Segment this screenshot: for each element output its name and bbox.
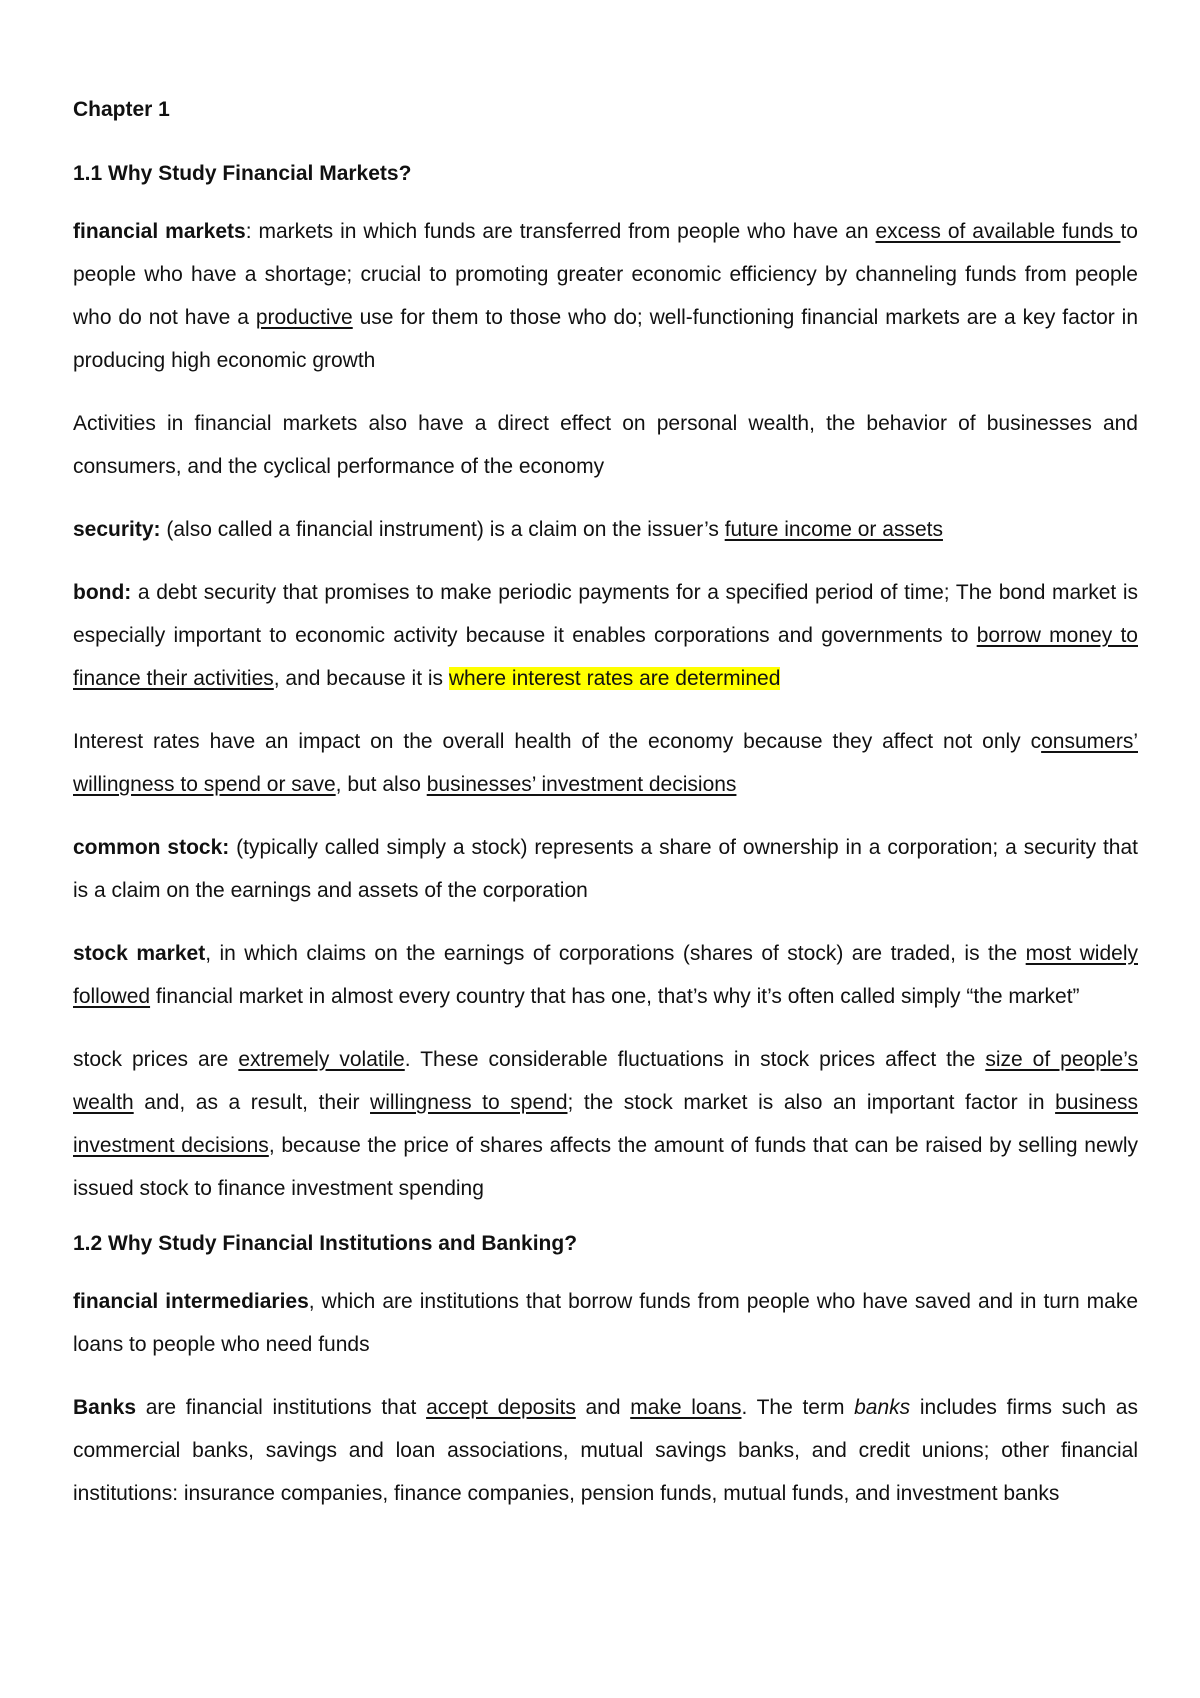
term-banks: Banks [73,1396,137,1419]
text-segment: , which are institutions that borrow funds from people who have saved and in turn make loans to people who need funds [73,1290,1139,1356]
underlined-phrase: productive [255,306,353,329]
paragraph-bond [73,571,1138,700]
paragraph-common-stock [73,826,1138,912]
chapter-title: Chapter 1 [73,98,170,121]
text-segment: use for them to those who do; well-functioning financial markets are a key factor in producing high economic growth [73,306,1139,372]
section-heading-1-1: 1.1 Why Study Financial Markets? [73,162,412,185]
section-heading-1-2: 1.2 Why Study Financial Institutions and Banking? [73,1232,578,1255]
text-segment: to people who have a shortage; crucial to promoting greater economic efficiency by channeling funds from people who do not have a [73,220,1138,329]
text-segment: ; the stock market is also an important factor in [567,1091,1056,1114]
underlined-phrase: accept deposits [426,1396,576,1419]
italic-term: banks [854,1396,911,1419]
text-segment: includes firms such as commercial banks, savings and loan associations, mutual savings banks, and credit unions; other financial institutions: insurance companies, finance companies, pension funds, mutual funds, and investment banks [73,1396,1138,1505]
paragraph-security [73,508,1138,551]
text-segment: (also called a financial instrument) is a claim on the issuer’s [160,518,725,541]
term-bond: bond: [73,581,132,604]
underlined-phrase: borrow money to finance their activities [73,624,1138,690]
paragraph-stock-prices [73,1038,1138,1210]
underlined-phrase: excess of available funds [875,220,1121,243]
text-segment: stock prices are [73,1048,239,1071]
paragraph-financial-markets [73,210,1138,382]
text-segment: Interest rates have an impact on the overall health of the economy because they affect not only c [73,730,1042,753]
term-financial-markets: financial markets [73,220,246,243]
text-segment: financial market in almost every country that has one, that’s why it’s often called simply “the market” [150,985,1080,1008]
underlined-phrase: businesses’ investment decisions [426,773,737,796]
text-segment: and [575,1396,631,1419]
term-financial-intermediaries: financial intermediaries [73,1290,309,1313]
term-common-stock: common stock: [73,836,230,859]
term-stock-market: stock market [73,942,206,965]
term-security: security: [73,518,161,541]
text-segment: , but also [335,773,427,796]
paragraph-banks [73,1386,1138,1515]
underlined-phrase: willingness to spend [370,1091,568,1114]
text-segment: : markets in which funds are transferred from people who have an [245,220,876,243]
paragraph-financial-intermediaries [73,1280,1138,1366]
text-segment: and, as a result, their [133,1091,371,1114]
paragraph-activities: Activities in financial markets also have a direct effect on personal wealth, the behavior of businesses and consumers, and the cyclical performance of the economy [73,412,1138,478]
text-segment: , because the price of shares affects the amount of funds that can be raised by selling newly issued stock to finance investment spending [73,1134,1138,1200]
highlighted-phrase: where interest rates are determined [448,667,781,690]
underlined-phrase: most widely followed [73,942,1138,1008]
text-segment: , and because it is [273,667,449,690]
underlined-phrase: onsumers’ willingness to spend or save [73,730,1138,796]
text-segment: (typically called simply a stock) represents a share of ownership in a corporation; a security that is a claim on the earnings and assets of the corporation [73,836,1138,902]
underlined-phrase: size of people’s wealth [73,1048,1139,1114]
underlined-phrase: business investment decisions [73,1091,1138,1157]
text-segment: . These considerable fluctuations in stock prices affect the [404,1048,986,1071]
text-segment: a debt security that promises to make periodic payments for a specified period of time; The bond market is especially important to economic activity because it enables corporations and governments to [73,581,1138,647]
text-segment: are financial institutions that [136,1396,427,1419]
text-segment: . The term [741,1396,855,1419]
underlined-phrase: extremely volatile [238,1048,405,1071]
underlined-phrase: future income or assets [724,518,943,541]
underlined-phrase: make loans [630,1396,742,1419]
paragraph-interest-rates [73,720,1138,806]
text-segment: , in which claims on the earnings of corporations (shares of stock) are traded, is the [205,942,1026,965]
paragraph-stock-market [73,932,1138,1018]
